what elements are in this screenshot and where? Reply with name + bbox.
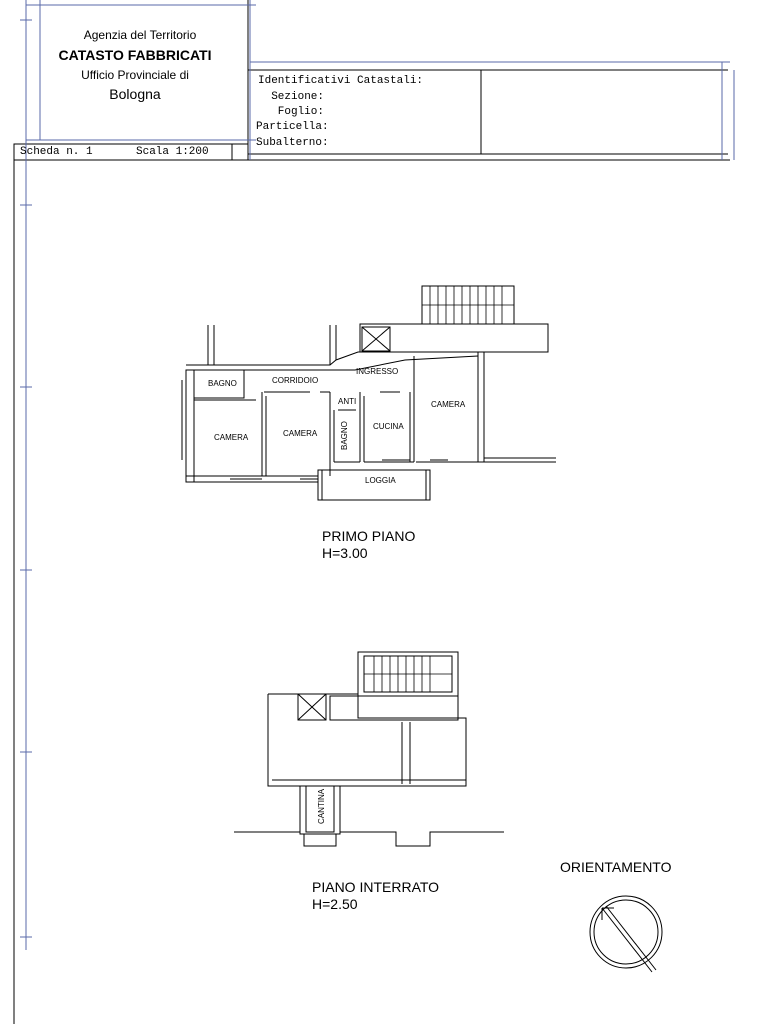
room-anti-label: ANTI xyxy=(338,397,357,406)
city-name: Bologna xyxy=(109,86,161,102)
sheet-number: Scheda n. 1 xyxy=(20,146,93,158)
room-bagno-small-label: BAGNO xyxy=(340,421,349,450)
office-label: Ufficio Provinciale di xyxy=(81,68,189,82)
foglio-label: Foglio: xyxy=(277,106,324,118)
room-corridoio-label: CORRIDOIO xyxy=(272,376,319,385)
sezione-label: Sezione: xyxy=(271,91,324,103)
room-loggia-label: LOGGIA xyxy=(365,476,396,485)
orientation-label: ORIENTAMENTO xyxy=(560,859,672,875)
registry-title: CATASTO FABBRICATI xyxy=(58,47,212,63)
first-floor-height: H=3.00 xyxy=(322,545,368,561)
north-arrow-icon xyxy=(580,888,670,978)
basement-height: H=2.50 xyxy=(312,896,358,912)
subalterno-label: Subalterno: xyxy=(256,137,329,149)
room-ingresso-label: INGRESSO xyxy=(356,367,399,376)
room-camera-right-label: CAMERA xyxy=(431,400,466,409)
room-bagno-label: BAGNO xyxy=(208,379,237,388)
basement-title: PIANO INTERRATO xyxy=(312,879,440,895)
room-camera-left-label: CAMERA xyxy=(214,433,249,442)
room-cantina-label: CANTINA xyxy=(317,788,326,824)
particella-label: Particella: xyxy=(256,121,329,133)
room-cucina-label: CUCINA xyxy=(373,422,404,431)
identifiers-title: Identificativi Catastali: xyxy=(258,75,424,87)
agency-name: Agenzia del Territorio xyxy=(83,28,197,42)
first-floor-title: PRIMO PIANO xyxy=(322,528,416,544)
sheet-scale: Scala 1:200 xyxy=(136,146,209,158)
room-camera-middle-label: CAMERA xyxy=(283,429,318,438)
